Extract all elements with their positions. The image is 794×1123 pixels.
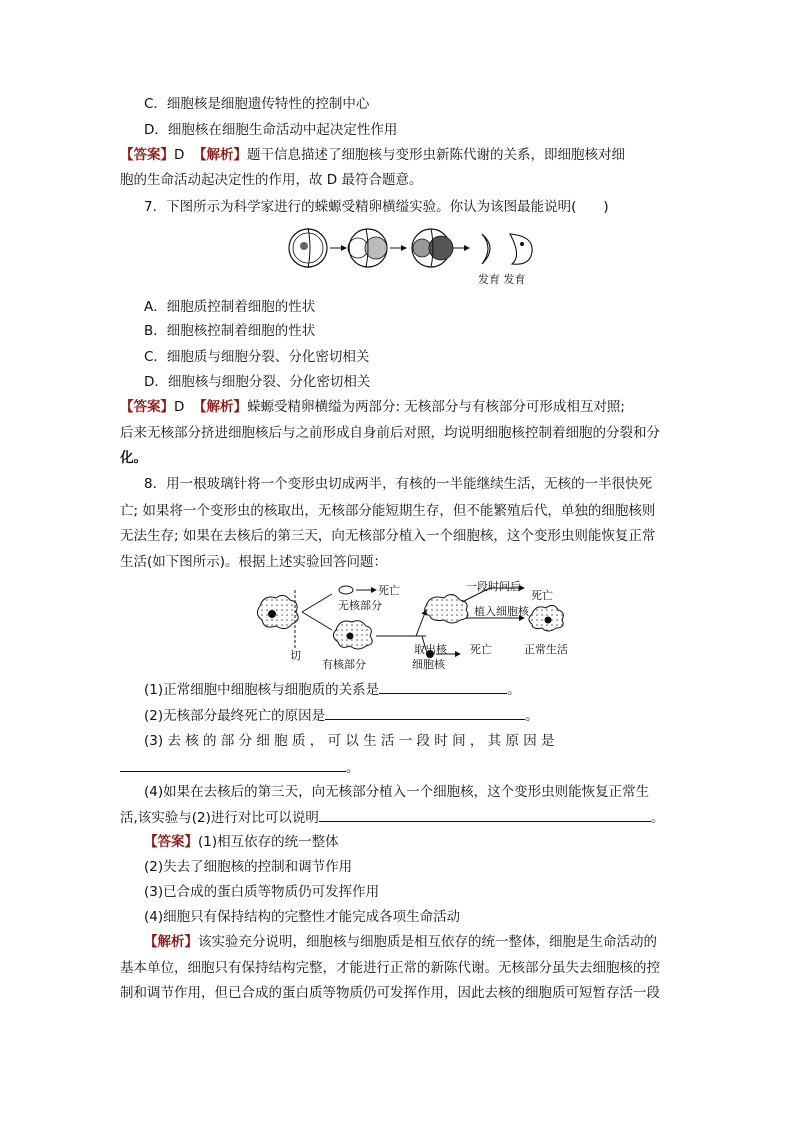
fig-implant: 植入细胞核 xyxy=(474,605,529,618)
q7-stem: 7．下图所示为科学家进行的蝾螈受精卵横缢实验。你认为该图最能说明( ) xyxy=(144,199,609,215)
fig-normal: 正常生活 xyxy=(524,643,568,656)
fig-death-2: 死亡 xyxy=(531,589,553,602)
period: 。 xyxy=(507,682,521,698)
q8-answer-1 xyxy=(144,832,339,852)
answer-blank-1[interactable] xyxy=(379,679,507,694)
answer-tag: 【答案】 xyxy=(120,147,174,163)
q6-analysis-2: 胞的生命活动起决定性的作用，故 D 最符合题意。 xyxy=(120,172,423,188)
analysis-tag: 【解析】 xyxy=(193,147,247,163)
q8-sub-3-blank-line xyxy=(120,757,360,778)
egg-cell-2 xyxy=(348,229,387,267)
answer-tag: 【答案】 xyxy=(144,834,198,850)
fig-cut: 切 xyxy=(290,649,301,662)
q7-analysis-3: 化。 xyxy=(120,450,147,466)
q8-stem-4: 生活(如下图所示)。根据上述实验回答问题： xyxy=(120,554,388,570)
q8-stem-1: 8．用一根玻璃针将一个变形虫切成两半，有核的一半能继续生活，无核的一半很快死 xyxy=(144,476,653,492)
q8-analysis-1 xyxy=(144,932,657,952)
q7-answer: D xyxy=(174,399,185,415)
answer-blank-3[interactable] xyxy=(120,757,346,772)
fig-death-1: 死亡 xyxy=(378,584,400,597)
q7-option-b: B．细胞核控制着细胞的性状 xyxy=(144,323,316,339)
egg-cell-1 xyxy=(289,228,327,268)
amoeba-restored xyxy=(529,605,563,631)
fig-remove: 取出核 xyxy=(414,643,447,656)
q8-answer-3: (3)已合成的蛋白质等物质仍可发挥作用 xyxy=(144,884,380,900)
amoeba-original xyxy=(257,595,298,628)
q7-option-d: D．细胞核与细胞分裂、分化密切相关 xyxy=(144,374,371,390)
q8-stem-3: 无法生存; 如果在去核后的第三天，向无核部分植入一个细胞核，这个变形虫则能恢复正常 xyxy=(120,528,656,544)
fragment-no-nucleus xyxy=(339,586,353,594)
q8-a1: (1)相互依存的统一整体 xyxy=(198,834,339,850)
fig-after-time: 一段时间后 xyxy=(466,580,521,593)
period: 。 xyxy=(650,810,665,826)
answer-tag: 【答案】 xyxy=(120,399,174,415)
q8-sub-1-text: (1)正常细胞中细胞核与细胞质的关系是 xyxy=(144,682,380,698)
period: 。 xyxy=(525,708,539,724)
q8-sub-4-2 xyxy=(120,807,664,828)
q8-sub-4-1: (4)如果在去核后的第三天，向无核部分植入一个细胞核，这个变形虫则能恢复正常生 xyxy=(144,784,650,800)
q6-option-d: D．细胞核在细胞生命活动中起决定性作用 xyxy=(144,122,398,138)
answer-blank-2[interactable] xyxy=(325,705,525,720)
egg-cell-3 xyxy=(412,229,453,267)
q6-answer: D xyxy=(174,147,185,163)
fig-with-nucleus: 有核部分 xyxy=(322,658,366,671)
period: 。 xyxy=(346,760,360,776)
q7-option-a: A．细胞质控制着细胞的性状 xyxy=(144,299,316,315)
q6-answer-line xyxy=(120,145,625,165)
q7-fig-label: 发育 发育 xyxy=(478,273,526,286)
q8-answer-2: (2)失去了细胞核的控制和调节作用 xyxy=(144,859,353,875)
embryo-halves xyxy=(482,234,532,264)
q8-sub-1 xyxy=(144,679,521,700)
answer-blank-4[interactable] xyxy=(319,807,651,822)
newt-egg-figure xyxy=(286,226,546,276)
q8-stem-2: 亡; 如果将一个变形虫的核取出，无核部分能短期生存，但不能繁殖后代，单独的细胞核则 xyxy=(120,503,656,519)
amoeba-enucleated xyxy=(425,594,468,623)
fig-nucleus: 细胞核 xyxy=(412,658,445,671)
q6-analysis-1: 题干信息描述了细胞核与变形虫新陈代谢的关系，即细胞核对细 xyxy=(247,147,625,163)
q8-analysis-1-text: 该实验充分说明，细胞核与细胞质是相互依存的统一整体，细胞是生命活动的 xyxy=(198,934,657,950)
q8-sub-2-text: (2)无核部分最终死亡的原因是 xyxy=(144,708,326,724)
q8-sub-2 xyxy=(144,705,539,726)
q7-analysis-1: 蝾螈受精卵横缢为两部分: 无核部分与有核部分可形成相互对照; xyxy=(247,399,625,415)
fig-death-3: 死亡 xyxy=(470,643,492,656)
q7-option-c: C．细胞质与细胞分裂、分化密切相关 xyxy=(144,349,370,365)
q8-sub-3: (3) 去 核 的 部 分 细 胞 质 ， 可 以 生 活 一 段 时 间 ， 其 原 因 是 xyxy=(144,733,555,749)
fragment-with-nucleus xyxy=(333,621,372,649)
analysis-tag: 【解析】 xyxy=(193,399,247,415)
analysis-tag: 【解析】 xyxy=(144,934,198,950)
q8-sub-4-text: 活,该实验与(2)进行对比可以说明 xyxy=(120,810,319,826)
q7-answer-line xyxy=(120,397,625,417)
q8-analysis-2: 基本单位，细胞只有保持结构完整，才能进行正常的新陈代谢。无核部分虽失去细胞核的控 xyxy=(120,960,660,976)
q8-analysis-3: 制和调节作用，但已合成的蛋白质等物质仍可发挥作用，因此去核的细胞质可短暂存活一段 xyxy=(120,985,660,1001)
q6-option-c: C．细胞核是细胞遗传特性的控制中心 xyxy=(144,96,370,112)
q8-answer-4: (4)细胞只有保持结构的完整性才能完成各项生命活动 xyxy=(144,909,461,925)
fig-no-nucleus: 无核部分 xyxy=(338,599,382,612)
q7-analysis-2: 后来无核部分挤进细胞核后与之前形成自身前后对照，均说明细胞核控制着细胞的分裂和分 xyxy=(120,425,660,441)
